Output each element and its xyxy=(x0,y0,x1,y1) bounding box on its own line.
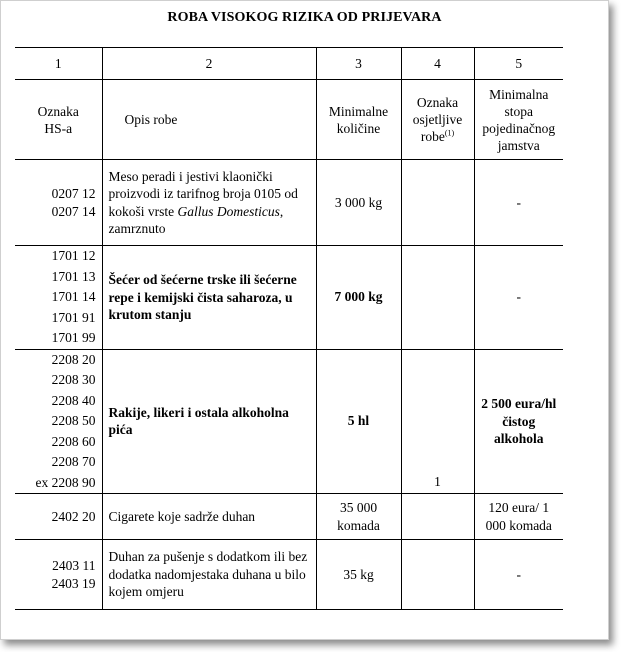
column-number: 3 xyxy=(316,48,401,80)
column-number: 2 xyxy=(102,48,316,80)
guarantee-cell: - xyxy=(474,246,563,350)
column-number: 4 xyxy=(401,48,474,80)
description-cell: Rakije, likeri i ostala alkoholna pića xyxy=(102,349,316,494)
column-number: 5 xyxy=(474,48,563,80)
hs-code-cell: 2403 11 2403 19 xyxy=(15,540,102,610)
header-guarantee-rate: Minimalna stopa pojedinačnog jamstva xyxy=(474,80,563,160)
quantity-cell: 35 000 komada xyxy=(316,494,401,540)
hs-code-cell: 2208 20 2208 30 2208 40 2208 50 2208 60 2208 70 ex 2208 90 xyxy=(15,349,102,494)
description-cell: Duhan za pušenje s dodatkom ili bez dodatka nadomjestaka duhana u bilo kojem omjeru xyxy=(102,540,316,610)
sensitive-cell xyxy=(401,160,474,246)
guarantee-cell: 2 500 eura/hl čistog alkohola xyxy=(474,349,563,494)
column-number-row xyxy=(15,48,563,80)
hs-code-cell: 2402 20 xyxy=(15,494,102,540)
header-description: Opis robe xyxy=(102,80,316,160)
header-minimum-quantity: Minimalne količine xyxy=(316,80,401,160)
quantity-cell: 35 kg xyxy=(316,540,401,610)
header-sensitive-goods: Oznaka osjetljive robe$^{(1)}$ xyxy=(401,80,474,160)
document-title: ROBA VISOKOG RIZIKA OD PRIJEVARA xyxy=(167,10,442,25)
sensitive-cell xyxy=(401,494,474,540)
quantity-cell: 5 hl xyxy=(316,349,401,494)
guarantee-cell: - xyxy=(474,540,563,610)
sensitive-cell xyxy=(401,540,474,610)
hs-code-cell: 1701 12 1701 13 1701 14 1701 91 1701 99 xyxy=(15,246,102,350)
hs-code-cell: 0207 12 0207 14 xyxy=(15,160,102,246)
sensitive-cell xyxy=(401,246,474,350)
column-number: 1 xyxy=(15,48,102,80)
table-row xyxy=(15,246,563,350)
header-row xyxy=(15,80,563,160)
description-cell: Cigarete koje sadrže duhan xyxy=(102,494,316,540)
description-cell: Šećer od šećerne trske ili šećerne repe i kemijski čista saharoza, u krutom stanju xyxy=(102,246,316,350)
footnote-marker: (1) xyxy=(444,128,455,138)
table-row xyxy=(15,494,563,540)
header-hs-code: Oznaka HS-a xyxy=(15,80,102,160)
table-row xyxy=(15,349,563,494)
high-risk-goods-table xyxy=(15,47,563,610)
table-row xyxy=(15,540,563,610)
guarantee-cell: 120 eura/ 1 000 komada xyxy=(474,494,563,540)
quantity-cell: 7 000 kg xyxy=(316,246,401,350)
table-row xyxy=(15,160,563,246)
quantity-cell: 3 000 kg xyxy=(316,160,401,246)
sensitive-cell: 1 xyxy=(401,349,474,494)
guarantee-cell: - xyxy=(474,160,563,246)
description-cell: Meso peradi i jestivi klaonički proizvodi iz tarifnog broja 0105 od kokoši vrste Gallus Domesticus, zamrznuto xyxy=(102,160,316,246)
